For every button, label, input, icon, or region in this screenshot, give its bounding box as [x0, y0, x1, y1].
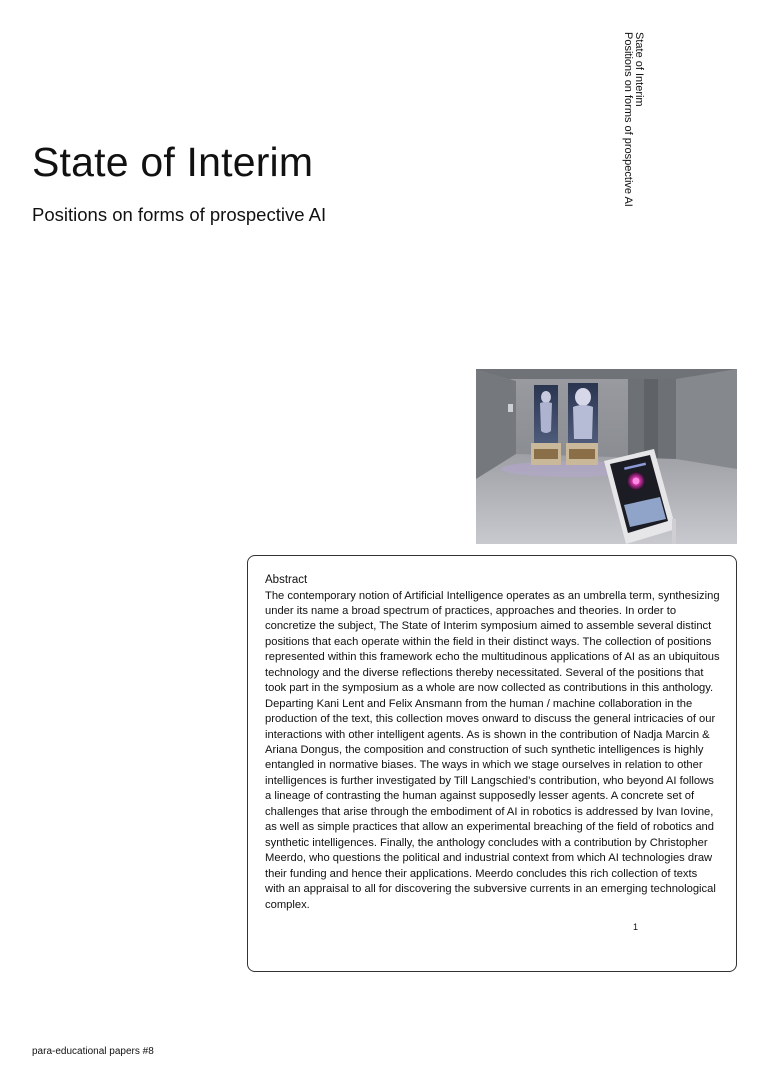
running-header — [622, 32, 644, 207]
abstract-body: The contemporary notion of Artificial Intelligence operates as an umbrella term, synthesizing under its name a broad spectrum of practices, approaches and theories. In order to concretize the subject, The State of Interim symposium aimed to assemble several distinct positions that each operate within the field in their distinct ways. The collection of positions represented within this framework echo the multitudinous applications of AI as an ubiquitous technology and the diverse reflections thereby necessitated. Several of the positions that took part in the symposium as a whole are now collected as contributions in this anthology. Departing Kani Lent and Felix Ansmann from the human / machine collaboration in the production of the text, this collection moves onward to discuss the general intricacies of our interactions with other intelligent agents. As is shown in the contribution of Nadja Marcin & Ariana Dongus, the composition and construction of such synthetic intelligences is highly entangled in normative biases. The ways in which we stage ourselves in relation to other intelligences is further investigated by Till Langschied’s contribution, who beyond AI follows a lineage of contrasting the human against supposedly lesser agents. A concrete set of challenges that arise through the embodiment of AI in robotics is addressed by Ivan Iovine, as well as simple practices that allow an experimental breaching of the field of robotics and synthetic intelligences. Finally, the anthology concludes with a contribution by Christopher Meerdo, who questions the political and industrial context from which AI technologies draw their funding and hence their applications. Meerdo concludes this rich collection of texts with an appraisal to all for discovering the subversive currents in an emerging technological complex. — [265, 589, 720, 911]
page-title: State of Interim — [32, 139, 314, 185]
abstract-box — [247, 555, 737, 972]
running-header-title: State of Interim — [633, 32, 645, 107]
page-number: 1 — [633, 922, 639, 932]
running-header-subtitle: Positions on forms of prospective AI — [622, 32, 634, 207]
page-subtitle: Positions on forms of prospective AI — [32, 204, 327, 225]
exhibition-photo — [476, 369, 737, 544]
footer-series-label: para-educational papers #8 — [32, 1046, 154, 1057]
abstract-heading: Abstract — [265, 574, 308, 586]
